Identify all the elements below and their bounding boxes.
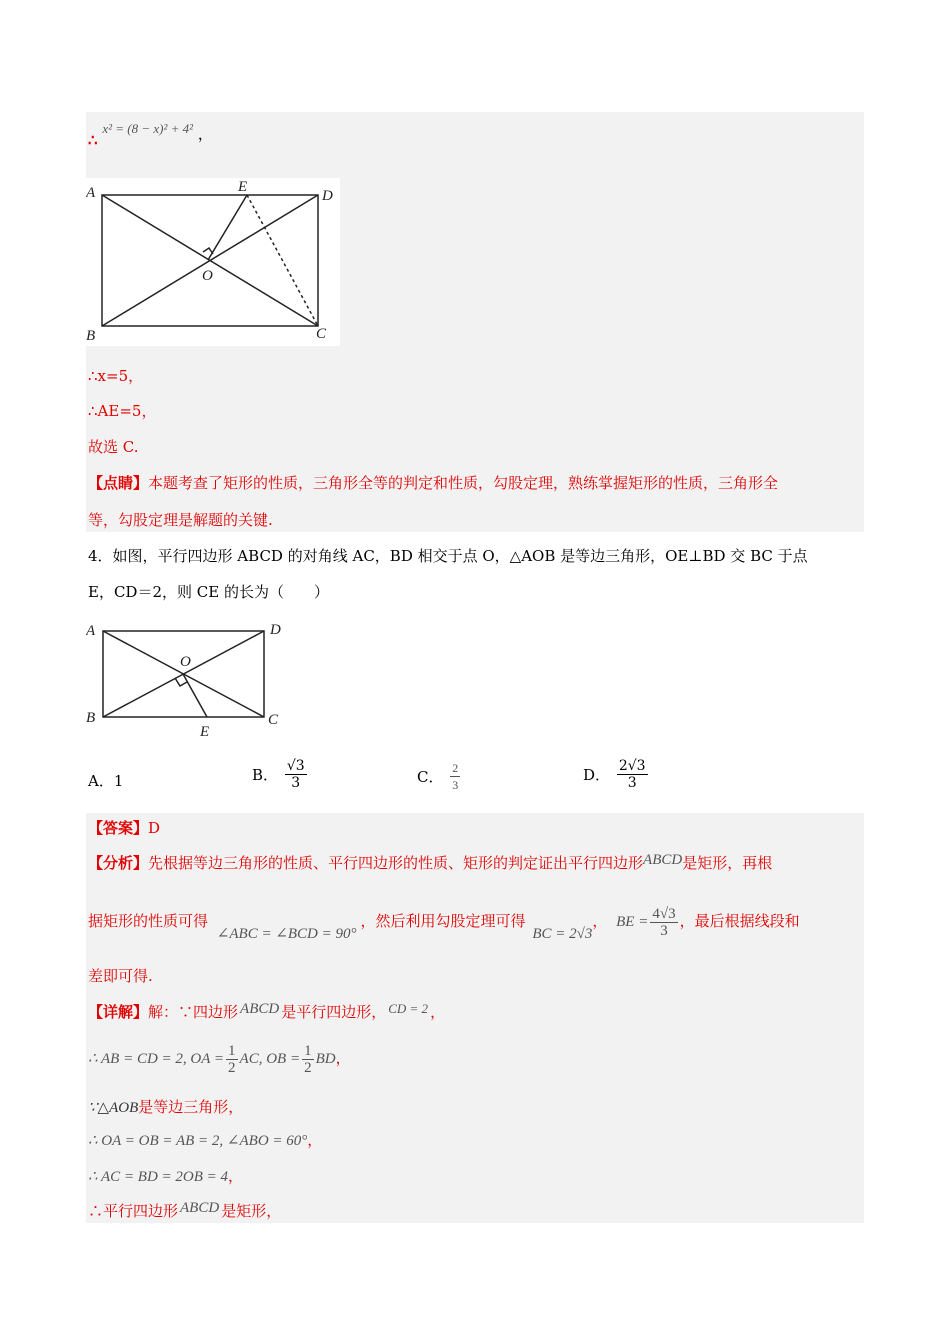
label-C: C: [268, 712, 279, 728]
equation-x2: x² = (8 − x)² + 4²: [102, 121, 194, 136]
label-A: A: [86, 623, 96, 639]
question-4-line2: E，CD＝2，则 CE 的长为（ ）: [88, 583, 329, 601]
x-result: ∴x=5，: [88, 367, 144, 385]
analysis-line1: 【分析】先根据等边三角形的性质、平行四边形的性质、矩形的判定证出平行四边形ABCD是矩形，再根: [88, 852, 773, 872]
dianjing-tag: 【点睛】: [88, 474, 149, 492]
label-D: D: [322, 188, 333, 204]
detail-line5: ∴ AC = BD = 2OB = 4，: [88, 1167, 244, 1185]
question-4-line1: 4．如图，平行四边形 ABCD 的对角线 AC，BD 相交于点 O，△AOB 是等边三角形，OE⊥BD 交 BC 于点: [88, 547, 808, 565]
detail-line1: 【详解】解：∵四边形 ABCD 是平行四边形， CD = 2 ，: [88, 1001, 446, 1021]
rectangle-figure-1: [86, 178, 340, 346]
label-B: B: [86, 710, 96, 726]
ae-result: ∴AE=5，: [88, 402, 157, 420]
analysis-line3: 差即可得.: [88, 967, 153, 985]
label-B: B: [86, 328, 96, 344]
detail-line3: ∵△AOB是等边三角形，: [88, 1098, 244, 1116]
option-b-fraction: $\frac{√3}{3}$: [286, 758, 305, 791]
option-c-fraction: $\frac{2}{3}$: [452, 761, 459, 792]
option-a[interactable]: A．1: [88, 772, 124, 790]
label-O: O: [202, 268, 213, 284]
option-c[interactable]: C． $\frac{2}{3}$: [417, 761, 459, 792]
label-A: A: [86, 185, 96, 201]
label-E: E: [200, 724, 210, 740]
choose-answer: 故选 C.: [88, 438, 139, 456]
answer-line: 【答案】D: [88, 819, 161, 837]
detail-line4: ∴ OA = OB = AB = 2, ∠ABO = 60°，: [88, 1131, 323, 1149]
label-D: D: [270, 622, 281, 638]
option-d[interactable]: D． $\frac{2√3}{3}$: [583, 758, 646, 791]
rectangle-figure-2: [86, 618, 286, 742]
label-C: C: [316, 326, 327, 342]
option-b[interactable]: B． $\frac{√3}{3}$: [252, 758, 305, 791]
detail-line6: ∴平行四边形 ABCD 是矩形，: [88, 1200, 282, 1220]
analysis-line2: 据矩形的性质可得 ∠ABC = ∠BCD = 90°，然后利用勾股定理可得 BC = 2√3， BE = $\frac{4√3}{3}$ ，最后根据线段和: [88, 905, 800, 942]
label-E: E: [238, 179, 248, 195]
label-O: O: [180, 654, 191, 670]
detail-line2: ∴ AB = CD = 2, OA = $\frac{1}{2}$ AC, OB = $\frac{1}{2}$ BD，: [88, 1042, 351, 1076]
dianjing-line1: 【点睛】本题考查了矩形的性质，三角形全等的判定和性质，勾股定理，熟练掌握矩形的性质，三角形全: [88, 474, 779, 492]
dianjing-line2: 等，勾股定理是解题的关键.: [88, 511, 273, 529]
option-d-fraction: $\frac{2√3}{3}$: [618, 758, 646, 791]
equation-line: ∴ x² = (8 − x)² + 4² ，: [88, 121, 213, 149]
